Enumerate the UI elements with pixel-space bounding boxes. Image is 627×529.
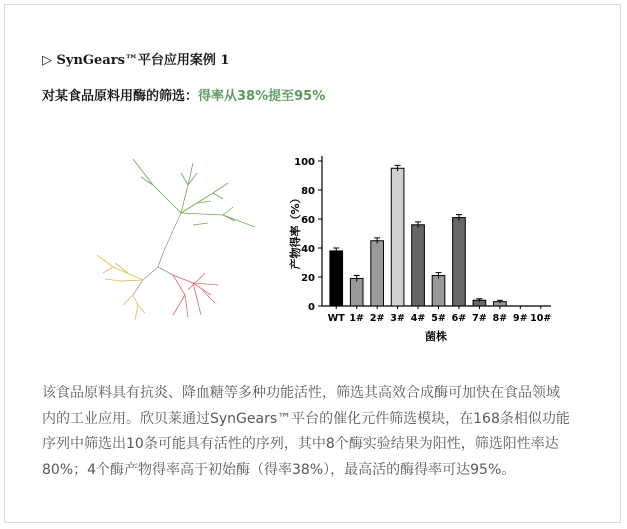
bar-WT — [330, 251, 343, 306]
x-axis-label: 菌株 — [425, 330, 447, 343]
y-tick-label: 80 — [301, 186, 315, 197]
y-tick-label: 100 — [294, 157, 315, 168]
x-tick-label: 3# — [390, 313, 405, 324]
x-tick-label: WT — [327, 313, 345, 324]
subtitle-highlight: 得率从38%提至95% — [198, 89, 326, 104]
y-tick-label: 0 — [308, 302, 315, 313]
paragraph-line: 80%；4个酶产物得率高于初始酶（得率38%），最高活的酶得率可达95%。 — [42, 461, 516, 478]
x-tick-label: 4# — [410, 313, 426, 324]
bar-3# — [391, 168, 404, 306]
bar-1# — [350, 278, 363, 306]
x-tick-label: 1# — [349, 313, 364, 324]
y-tick-label: 60 — [301, 215, 315, 226]
phylogenetic-tree-icon — [93, 155, 263, 325]
bar-2# — [371, 241, 384, 306]
bar-5# — [432, 276, 445, 306]
description-paragraph — [42, 381, 602, 483]
x-tick-label: 9# — [513, 313, 528, 324]
y-tick-label: 20 — [301, 273, 315, 284]
x-tick-label: 5# — [431, 313, 446, 324]
subtitle-prefix: 对某食品原料用酶的筛选： — [42, 89, 199, 104]
paragraph-line: 内的工业应用。欣贝莱通过SynGears™平台的催化元件筛选模块，在168条相似功能 — [42, 410, 570, 427]
content-card — [4, 4, 621, 523]
x-tick-label: 7# — [472, 313, 487, 324]
paragraph-line: 序列中筛选出10条可能具有活性的序列，其中8个酶实验结果为阳性，筛选阳性率达 — [42, 436, 559, 452]
bar-4# — [412, 225, 425, 306]
x-tick-label: 8# — [492, 313, 508, 324]
section-subtitle — [42, 85, 325, 104]
section-heading: ▷ SynGears™平台应用案例 1 — [42, 53, 230, 68]
x-tick-label: 6# — [451, 313, 467, 324]
paragraph-line: 该食品原料具有抗炎、降血糖等多种功能活性，筛选其高效合成酶可加快在食品领域 — [42, 385, 560, 401]
y-tick-label: 40 — [301, 244, 315, 255]
bar-6# — [453, 218, 466, 306]
x-tick-label: 10# — [530, 313, 552, 324]
y-axis-label: 产物得率（%） — [289, 192, 302, 270]
yield-bar-chart — [289, 151, 559, 351]
x-tick-label: 2# — [369, 313, 385, 324]
